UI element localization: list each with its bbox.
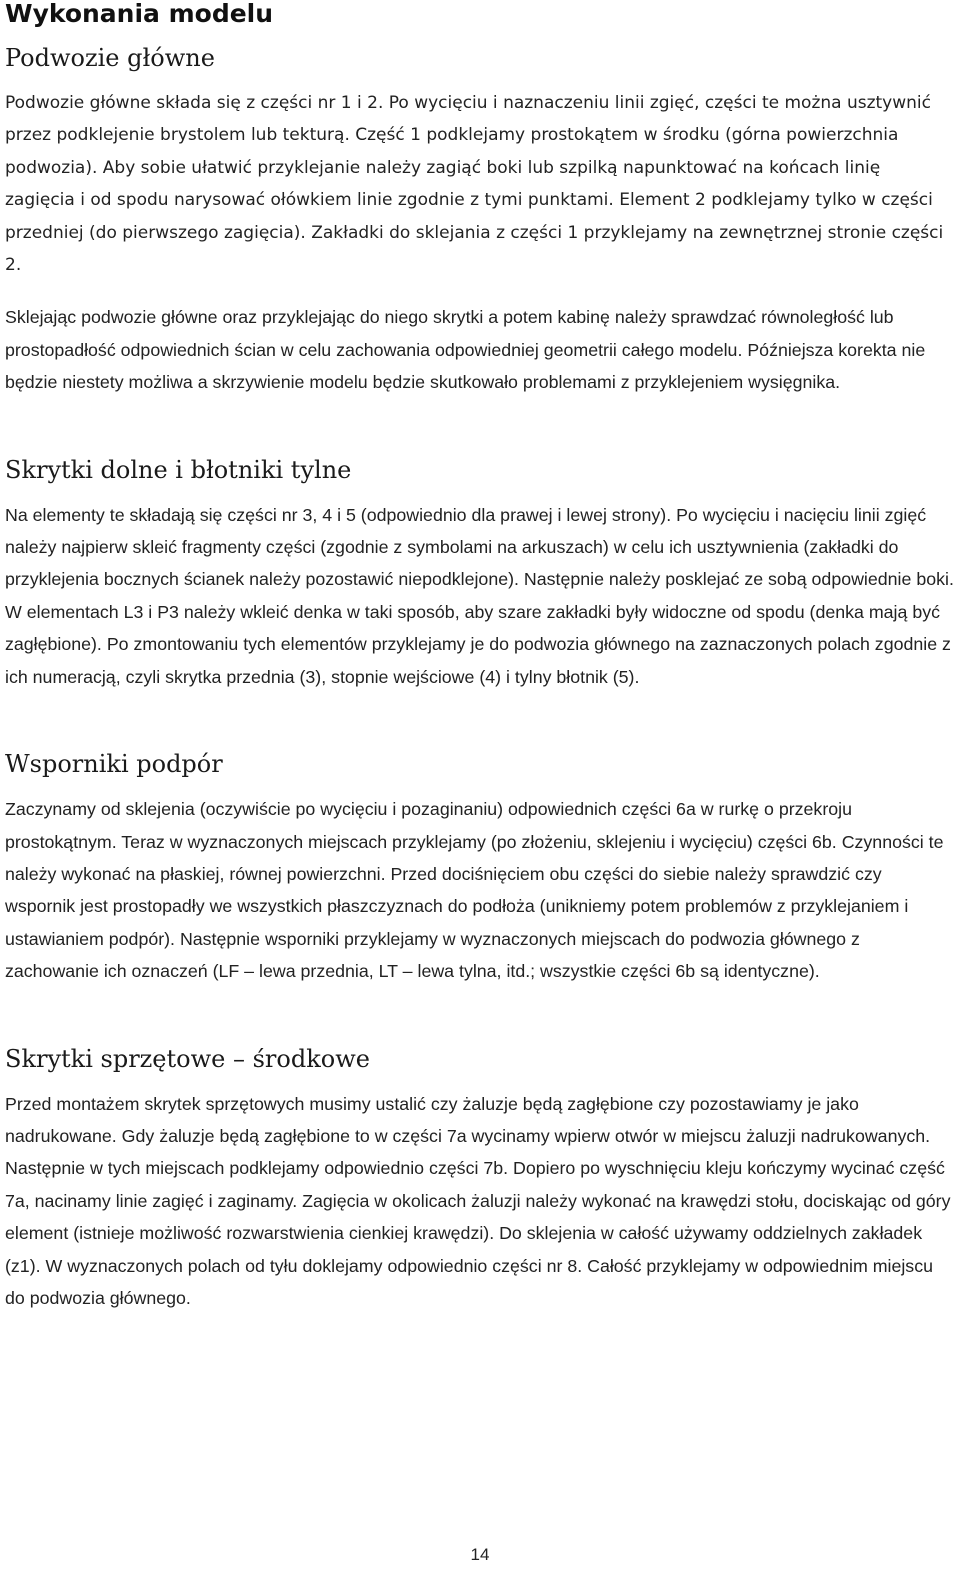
document-title: Wykonania modelu bbox=[5, 0, 274, 28]
paragraph: Zaczynamy od sklejenia (oczywiście po wycięciu i pozaginaniu) odpowiednich części 6a w rurkę o przekroju prostokątnym. Teraz w wyznaczonych miejscach przyklejamy (po złożeniu, sklejeniu i wycięciu) części 6b. Czynności te należy wykonać na płaskiej, równej powierzchni. Przed dociśnięciem obu części do siebie należy sprawdzić czy wspornik jest prostopadły we wszystkich płaszczyznach do podłoża (unikniemy potem problemów z przyklejaniem i ustawianiem podpór). Następnie wsporniki przyklejamy w wyznaczonych miejscach do podwozia głównego z zachowanie ich oznaczeń (LF – lewa przednia, LT – lewa tylna, itd.; wszystkie części 6b są identyczne). bbox=[5, 799, 944, 982]
section-heading-skrytki-dolne: Skrytki dolne i błotniki tylne bbox=[5, 455, 352, 484]
page-number: 14 bbox=[470, 1545, 490, 1564]
section-heading-wsporniki: Wsporniki podpór bbox=[5, 750, 223, 779]
paragraph: Na elementy te składają się części nr 3, 4 i 5 (odpowiednio dla prawej i lewej strony). Po wycięciu i nacięciu linii zgięć należy najpierw skleić fragmenty części (zgodnie z symbolami na arkuszach) w celu ich usztywnienia (zakładki do przyklejenia bocznych ścianek należy pozostawić niepodklejone). Następnie należy posklejać ze sobą odpowiednie boki. W elementach L3 i P3 należy wkleić denka w taki sposób, aby szare zakładki były widoczne od spodu (denka mają być zagłębione). Po zmontowaniu tych elementów przyklejamy je do podwozia głównego na zaznaczonych polach zgodnie z ich numeracją, czyli skrytka przednia (3), stopnie wejściowe (4) i tylny błotnik (5). bbox=[5, 504, 954, 687]
section-heading-podwozie: Podwozie główne bbox=[5, 44, 215, 72]
paragraph: Przed montażem skrytek sprzętowych musimy ustalić czy żaluzje będą zagłębione czy pozostawiamy je jako nadrukowane. Gdy żaluzje będą zagłębione to w części 7a wycinamy wpierw otwór w miejscu żaluzji nadrukowanych. Następnie w tych miejscach podklejamy odpowiednio części 7b. Dopiero po wyschnięciu kleju kończymy wycinać część 7a, nacinamy linie zagięć i zaginamy. Zagięcia w okolicach żaluzji należy wykonać na krawędzi stołu, dociskając od góry element (istnieje możliwość rozwarstwienia cienkiej krawędzi). Do sklejenia w całość używamy oddzielnych zakładek (z1). W wyznaczonych polach od tyłu doklejamy odpowiednio części nr 8. Całość przyklejamy w odpowiednim miejscu do podwozia głównego. bbox=[5, 1093, 951, 1308]
paragraph: Sklejając podwozie główne oraz przyklejając do niego skrytki a potem kabinę należy sprawdzać równoległość lub prostopadłość odpowiednich ścian w celu zachowania odpowiedniej geometrii całego modelu. Późniejsza korekta nie będzie niestety możliwa a skrzywienie modelu będzie skutkowało problemami z przyklejeniem wysięgnika. bbox=[5, 307, 926, 393]
paragraph: Podwozie główne składa się z części nr 1 i 2. Po wycięciu i naznaczeniu linii zgięć, części te można usztywnić przez podklejenie brystolem lub tekturą. Część 1 podklejamy prostokątem w środku (górna powierzchnia podwozia). Aby sobie ułatwić przyklejanie należy zagiąć boki lub szpilką napunktować na końcach linię zagięcia i od spodu narysować ołówkiem linie zgodnie z tymi punktami. Element 2 podklejamy tylko w części przedniej (do pierwszego zagięcia). Zakładki do sklejania z części 1 przyklejamy na zewnętrznej stronie części 2. bbox=[5, 93, 944, 276]
document-page bbox=[5, 0, 955, 1314]
section-heading-skrytki-sprzetowe: Skrytki sprzętowe – środkowe bbox=[5, 1044, 370, 1073]
